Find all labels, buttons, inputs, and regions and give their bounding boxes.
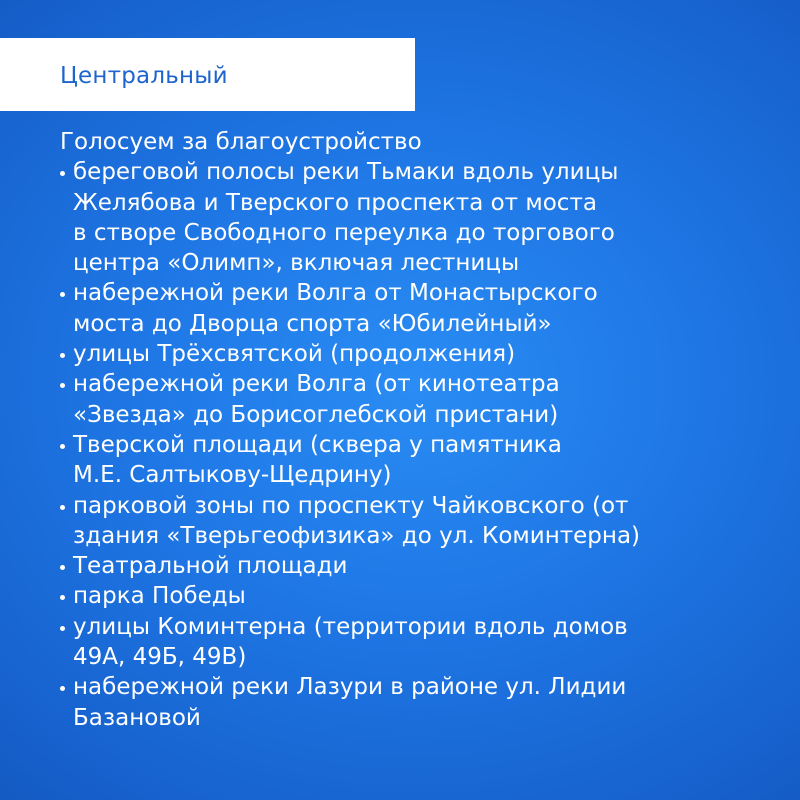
list-item xyxy=(60,551,780,581)
bullet-icon xyxy=(60,171,65,176)
list-item-line: Базановой xyxy=(73,704,201,731)
bullet-icon xyxy=(60,686,65,691)
bullet-icon xyxy=(60,505,65,510)
content-block xyxy=(60,127,780,733)
list-item-line: здания «Тверьгеофизика» до ул. Коминтерна) xyxy=(73,522,641,549)
list-item-line: Театральной площади xyxy=(73,553,348,580)
list-item-line: «Звезда» до Борисоглебской пристани) xyxy=(73,401,559,428)
intro-heading: Голосуем за благоустройство xyxy=(60,129,422,155)
list-item-line: Тверской площади (сквера у памятника xyxy=(73,431,562,458)
list-item-line: набережной реки Лазури в районе ул. Лидии xyxy=(73,674,627,701)
list-item-line: 49А, 49Б, 49В) xyxy=(73,644,247,671)
list-item-line: улицы Коминтерна (территории вдоль домов xyxy=(73,613,628,640)
list-item xyxy=(60,278,780,339)
list-item-line: моста до Дворца спорта «Юбилейный» xyxy=(73,310,552,337)
list-item-line: Желябова и Тверского проспекта от моста xyxy=(73,189,597,216)
bullet-icon xyxy=(60,444,65,449)
list-item-line: улицы Трёхсвятской (продолжения) xyxy=(73,341,516,368)
bullet-icon xyxy=(60,595,65,600)
page-title: Центральный xyxy=(60,62,228,89)
bullet-icon xyxy=(60,626,65,631)
list-item xyxy=(60,157,780,278)
list-item-line: набережной реки Волга от Монастырского xyxy=(73,280,598,307)
list-item-line: береговой полосы реки Тьмаки вдоль улицы xyxy=(73,159,619,186)
list-item xyxy=(60,339,780,369)
list-item-line: в створе Свободного переулка до торгового xyxy=(73,219,615,246)
title-banner xyxy=(0,38,415,111)
list-item xyxy=(60,612,780,673)
bullet-icon xyxy=(60,565,65,570)
list-item xyxy=(60,491,780,552)
bullet-icon xyxy=(60,292,65,297)
list-item-line: набережной реки Волга (от кинотеатра xyxy=(73,371,560,398)
list-item xyxy=(60,672,780,733)
bullet-icon xyxy=(60,353,65,358)
list-item xyxy=(60,430,780,491)
list-item xyxy=(60,581,780,611)
list-item-line: центра «Олимп», включая лестницы xyxy=(73,250,520,277)
list-item xyxy=(60,369,780,430)
bullet-icon xyxy=(60,383,65,388)
list-item-line: парковой зоны по проспекту Чайковского (от xyxy=(73,492,629,519)
list-item-line: М.Е. Салтыкову-Щедрину) xyxy=(73,462,392,489)
bullet-list xyxy=(60,157,780,733)
list-item-line: парка Победы xyxy=(73,583,246,610)
